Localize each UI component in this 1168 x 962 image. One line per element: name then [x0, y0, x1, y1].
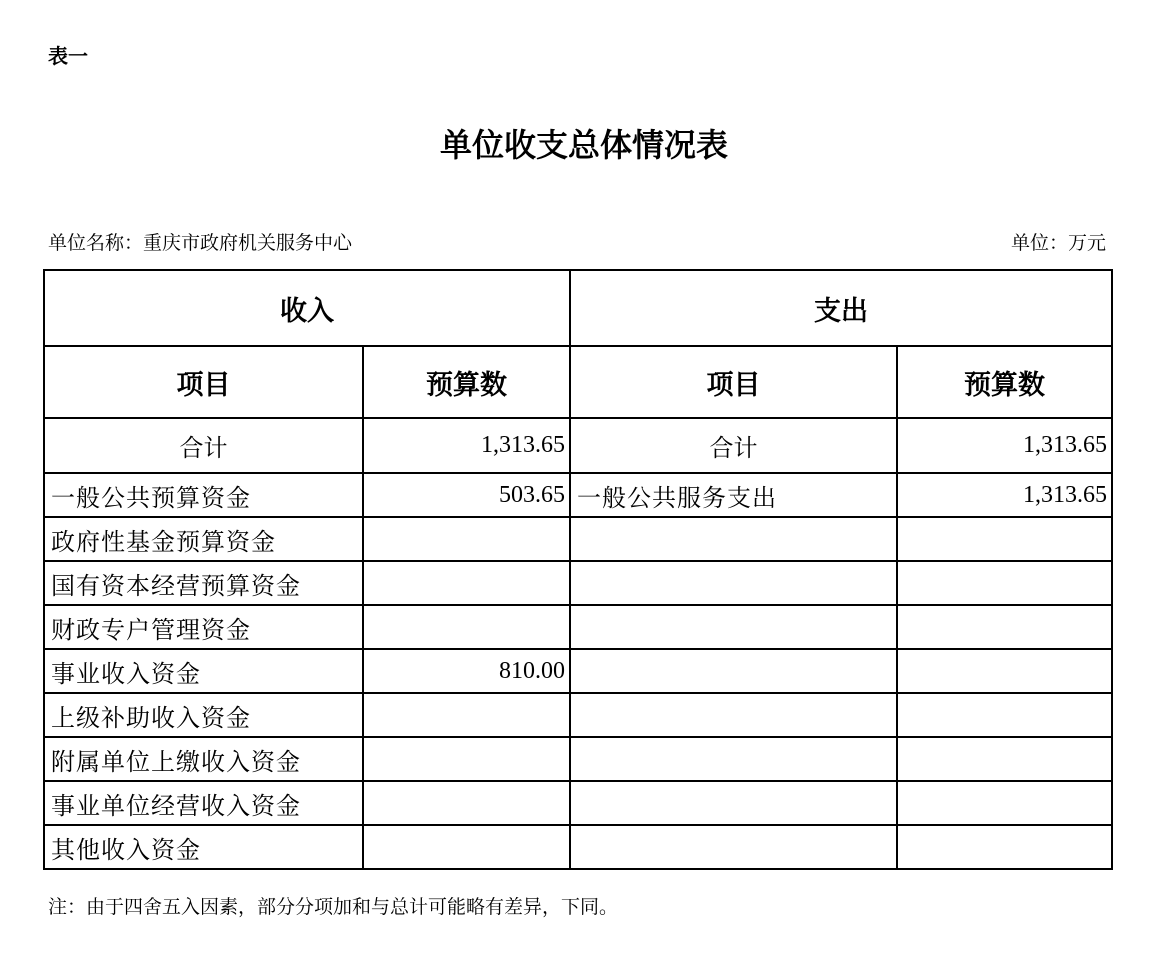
expense-value: 1,313.65 [897, 473, 1112, 517]
income-budget-header: 预算数 [363, 346, 570, 418]
expense-item [570, 781, 897, 825]
table-row [44, 781, 1112, 825]
income-item: 事业单位经营收入资金 [44, 781, 363, 825]
footnote: 注：由于四舍五入因素，部分分项加和与总计可能略有差异，下同。 [48, 896, 619, 918]
expense-item [570, 825, 897, 869]
expense-total-label: 合计 [570, 418, 897, 473]
income-total-value: 1,313.65 [363, 418, 570, 473]
total-row [44, 418, 1112, 473]
income-item: 其他收入资金 [44, 825, 363, 869]
income-value [363, 781, 570, 825]
income-item-header: 项目 [44, 346, 363, 418]
table-row [44, 825, 1112, 869]
expense-value [897, 825, 1112, 869]
expense-item [570, 517, 897, 561]
expense-header: 支出 [570, 270, 1112, 346]
income-header: 收入 [44, 270, 570, 346]
income-value [363, 693, 570, 737]
expense-value [897, 737, 1112, 781]
income-item: 国有资本经营预算资金 [44, 561, 363, 605]
income-value [363, 825, 570, 869]
income-item: 政府性基金预算资金 [44, 517, 363, 561]
column-header-row [44, 346, 1112, 418]
table-row [44, 605, 1112, 649]
income-item: 附属单位上缴收入资金 [44, 737, 363, 781]
unit-name: 单位名称：重庆市政府机关服务中心 [48, 232, 353, 254]
expense-value [897, 693, 1112, 737]
table-row [44, 473, 1112, 517]
income-total-label: 合计 [44, 418, 363, 473]
expense-item [570, 561, 897, 605]
section-header-row [44, 270, 1112, 346]
income-item: 财政专户管理资金 [44, 605, 363, 649]
table-label: 表一 [48, 44, 88, 68]
income-value: 503.65 [363, 473, 570, 517]
income-value: 810.00 [363, 649, 570, 693]
table-row [44, 737, 1112, 781]
expense-value [897, 517, 1112, 561]
expense-item [570, 737, 897, 781]
table-row [44, 517, 1112, 561]
income-value [363, 737, 570, 781]
table-row [44, 561, 1112, 605]
expense-item [570, 605, 897, 649]
expense-value [897, 561, 1112, 605]
expense-budget-header: 预算数 [897, 346, 1112, 418]
expense-item-header: 项目 [570, 346, 897, 418]
expense-total-value: 1,313.65 [897, 418, 1112, 473]
expense-item: 一般公共服务支出 [570, 473, 897, 517]
table-row [44, 693, 1112, 737]
income-value [363, 561, 570, 605]
income-value [363, 517, 570, 561]
meta-row [48, 228, 1106, 256]
expense-value [897, 605, 1112, 649]
income-item: 事业收入资金 [44, 649, 363, 693]
table-row [44, 649, 1112, 693]
expense-value [897, 649, 1112, 693]
budget-table [43, 269, 1113, 870]
income-item: 上级补助收入资金 [44, 693, 363, 737]
expense-item [570, 693, 897, 737]
expense-item [570, 649, 897, 693]
page-title: 单位收支总体情况表 [439, 126, 728, 164]
unit-of-measure: 单位：万元 [1010, 232, 1106, 254]
income-value [363, 605, 570, 649]
expense-value [897, 781, 1112, 825]
income-item: 一般公共预算资金 [44, 473, 363, 517]
